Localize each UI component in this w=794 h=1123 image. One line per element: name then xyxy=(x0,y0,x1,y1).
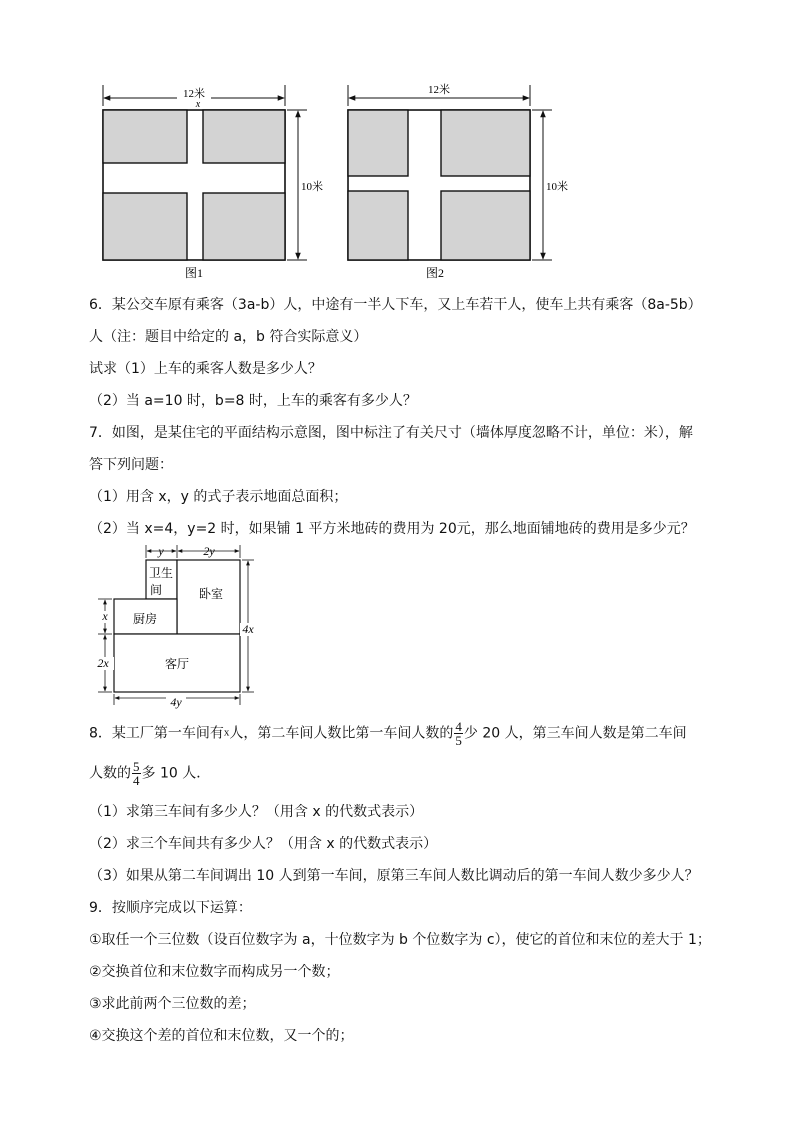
plan-dim-y: y xyxy=(158,544,164,558)
q8-line-1-a: 8．某工厂第一车间有 xyxy=(89,725,224,742)
q8-fraction-5-4 xyxy=(132,760,141,787)
q8-line-2-b: 多 10 人． xyxy=(141,765,211,782)
room-bathroom-label-2: 间 xyxy=(149,583,163,597)
q8-frac1-num: 4 xyxy=(455,719,462,734)
q9-step-3: ③求此前两个三位数的差； xyxy=(89,996,256,1012)
q9-line-1: 9．按顺序完成以下运算： xyxy=(89,900,252,916)
q8-line-2-a: 人数的 xyxy=(89,765,131,782)
q8-line-1-b: 人，第二车间人数比第一车间人数的 xyxy=(229,725,454,742)
fig1-width-label: 12米 xyxy=(183,88,205,100)
floor-plan xyxy=(90,540,265,710)
q8-line-2 xyxy=(89,760,210,787)
plan-dim-2x: 2x xyxy=(97,656,109,670)
q8-frac1-den: 5 xyxy=(455,733,462,748)
q9-step-4: ④交换这个差的首位和末位数，又一个的； xyxy=(89,1028,354,1044)
q8-sub-1: （1）求第三车间有多少人？（用含 x 的代数式表示） xyxy=(89,804,424,820)
fig2-plot-bl xyxy=(348,191,408,260)
q9-step-1: ①取任一个三位数（设百位数字为 a，十位数字为 b 个位数字为 c），使它的首位和末位的差大于 1； xyxy=(89,932,711,948)
plan-dim-4x: 4x xyxy=(242,622,254,636)
q6-line-2: 人（注：题目中给定的 a，b 符合实际意义） xyxy=(89,329,368,345)
q6-line-4: （2）当 a=10 时，b=8 时，上车的乘客有多少人？ xyxy=(89,393,417,409)
room-bedroom-label: 卧室 xyxy=(198,587,224,601)
fig2-plot-tr xyxy=(441,110,530,176)
fig1-plot-bl xyxy=(103,193,187,260)
q8-sub-2: （2）求三个车间共有多少人？（用含 x 的代数式表示） xyxy=(89,836,438,852)
fig1-plot-br xyxy=(203,193,285,260)
room-kitchen-label: 厨房 xyxy=(132,612,158,626)
fig2-height-label: 10米 xyxy=(546,181,568,193)
q8-var-x: x xyxy=(223,726,230,739)
q7-line-4: （2）当 x=4，y=2 时，如果铺 1 平方米地砖的费用为 20元，那么地面铺地砖的费用是多少元？ xyxy=(89,521,695,537)
fig2-plot-br xyxy=(441,191,530,260)
fig2-width-label: 12米 xyxy=(428,84,450,96)
figure-2 xyxy=(340,80,590,280)
q8-frac2-den: 4 xyxy=(133,773,140,788)
q8-line-1 xyxy=(89,720,687,747)
room-bathroom-label-1: 卫生 xyxy=(148,566,174,580)
q7-line-3: （1）用含 x，y 的式子表示地面总面积； xyxy=(89,489,348,505)
fig1-height-label: 10米 xyxy=(301,181,323,193)
q8-sub-3: （3）如果从第二车间调出 10 人到第一车间，原第三车间人数比调动后的第一车间人数少多少人？ xyxy=(89,868,699,884)
q6-line-3: 试求（1）上车的乘客人数是多少人？ xyxy=(89,361,322,377)
q8-fraction-4-5 xyxy=(454,720,463,747)
fig2-caption: 图2 xyxy=(425,266,445,280)
fig1-plot-tl xyxy=(103,110,187,163)
q6-line-1: 6．某公交车原有乘客（3a-b）人，中途有一半人下车，又上车若干人，使车上共有乘客（8a-5b） xyxy=(89,297,702,313)
plan-dim-x: x xyxy=(102,609,108,623)
q7-line-2: 答下列问题： xyxy=(89,457,173,473)
q8-frac2-num: 5 xyxy=(133,759,140,774)
fig2-plot-tl xyxy=(348,110,408,176)
q7-line-1: 7．如图，是某住宅的平面结构示意图，图中标注了有关尺寸（墙体厚度忽略不计，单位：米），解 xyxy=(89,425,693,441)
q8-line-1-c: 少 20 人，第三车间人数是第二车间 xyxy=(463,725,687,742)
q9-step-2: ②交换首位和末位数字而构成另一个数； xyxy=(89,964,340,980)
plan-dim-4y: 4y xyxy=(170,695,182,709)
room-living-label: 客厅 xyxy=(164,657,190,671)
fig1-caption: 图1 xyxy=(184,266,204,280)
fig1-x-label: x xyxy=(195,99,201,110)
fig1-plot-tr xyxy=(203,110,285,163)
plan-dim-2y: 2y xyxy=(203,544,215,558)
figure-1 xyxy=(95,80,335,280)
